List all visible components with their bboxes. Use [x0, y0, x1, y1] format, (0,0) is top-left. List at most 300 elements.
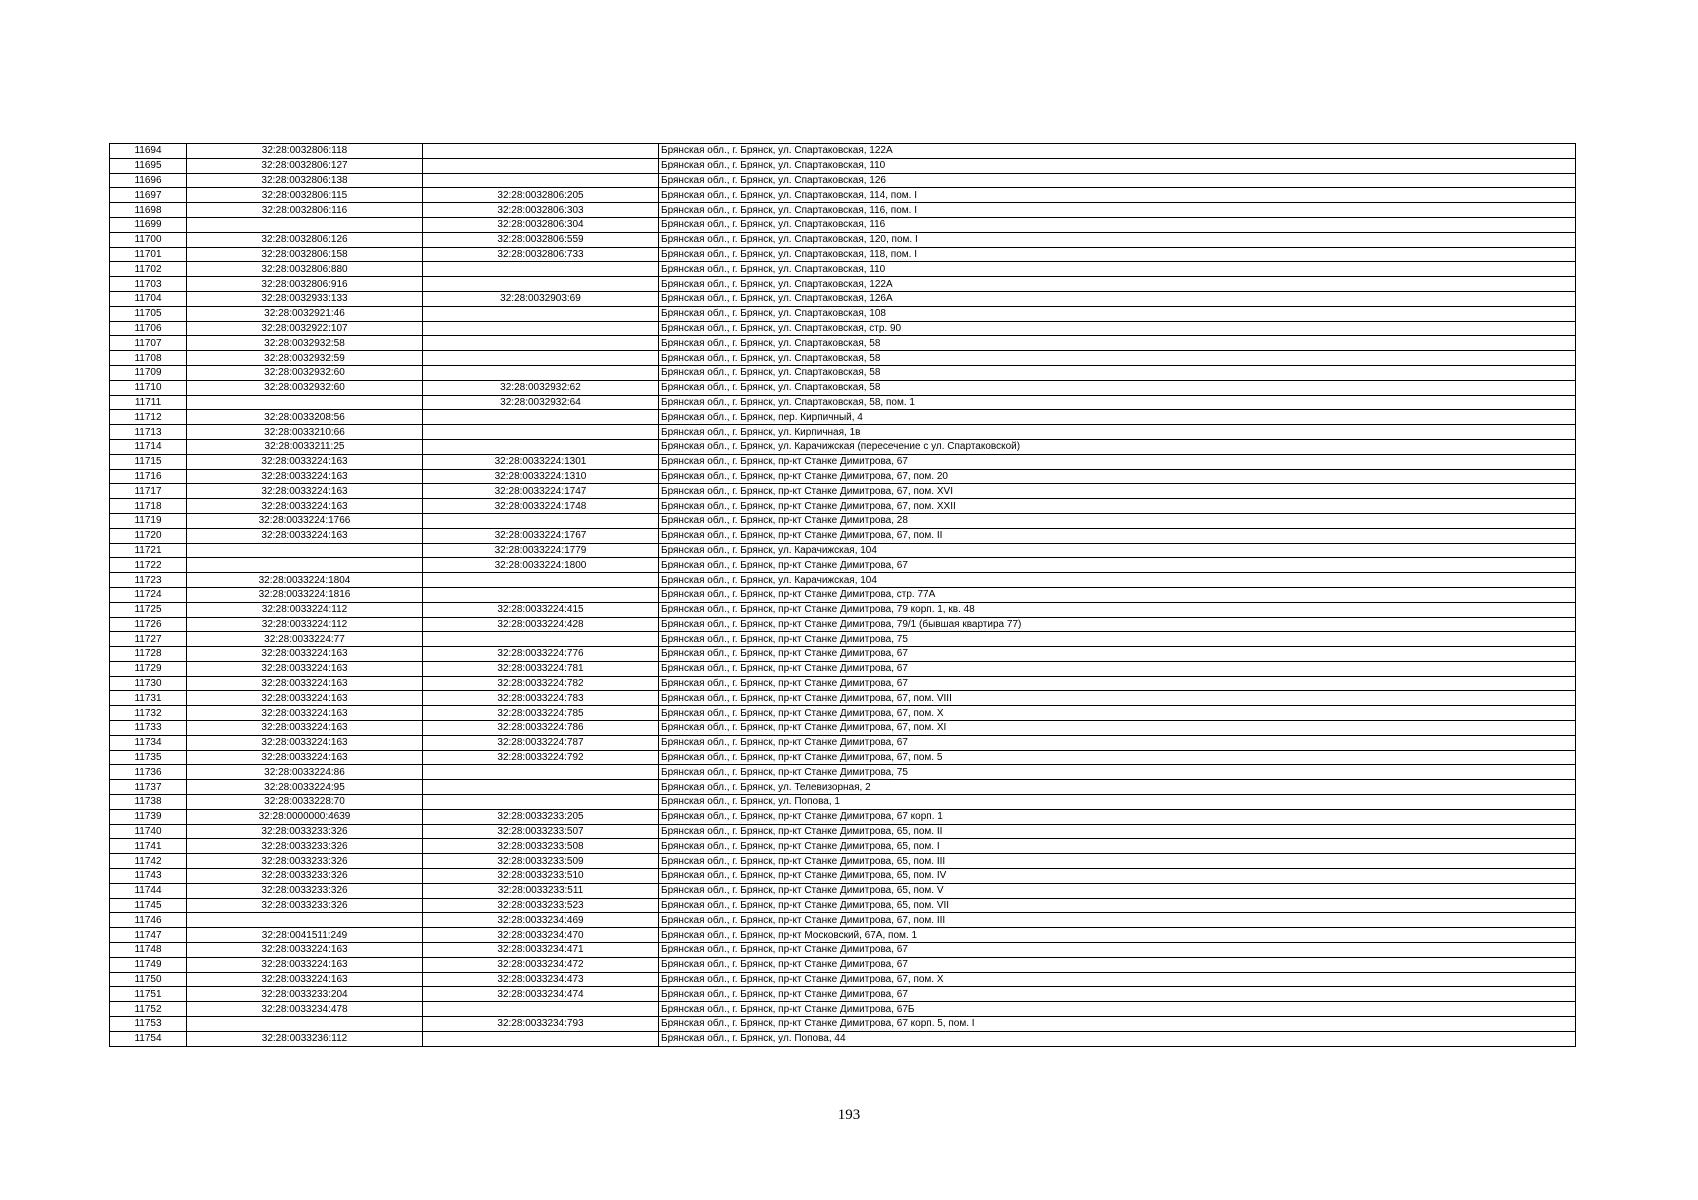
row-number-cell: 11746 — [110, 913, 187, 928]
row-number-cell: 11697 — [110, 188, 187, 203]
premises-cadastral-number-cell — [423, 365, 659, 380]
premises-cadastral-number-cell: 32:28:0032806:559 — [423, 232, 659, 247]
table-row — [110, 277, 1576, 292]
table-row — [110, 158, 1576, 173]
row-number-cell: 11750 — [110, 972, 187, 987]
premises-cadastral-number-cell: 32:28:0033224:428 — [423, 617, 659, 632]
row-number-cell: 11705 — [110, 306, 187, 321]
cadastral-number-cell: 32:28:0000000:4639 — [187, 809, 423, 824]
premises-cadastral-number-cell: 32:28:0033233:511 — [423, 883, 659, 898]
row-number-cell: 11718 — [110, 499, 187, 514]
table-row — [110, 735, 1576, 750]
premises-cadastral-number-cell: 32:28:0033224:783 — [423, 691, 659, 706]
address-cell: Брянская обл., г. Брянск, пр-кт Станке Димитрова, 79 корп. 1, кв. 48 — [659, 602, 1576, 617]
row-number-cell: 11736 — [110, 765, 187, 780]
address-cell: Брянская обл., г. Брянск, пр-кт Станке Димитрова, 67 — [659, 454, 1576, 469]
row-number-cell: 11727 — [110, 632, 187, 647]
cadastral-number-cell: 32:28:0032806:118 — [187, 144, 423, 159]
premises-cadastral-number-cell — [423, 336, 659, 351]
cadastral-number-cell: 32:28:0032806:116 — [187, 203, 423, 218]
row-number-cell: 11694 — [110, 144, 187, 159]
address-cell: Брянская обл., г. Брянск, ул. Карачижская (пересечение с ул. Спартаковской) — [659, 439, 1576, 454]
row-number-cell: 11719 — [110, 513, 187, 528]
row-number-cell: 11731 — [110, 691, 187, 706]
row-number-cell: 11706 — [110, 321, 187, 336]
premises-cadastral-number-cell — [423, 262, 659, 277]
table-row — [110, 528, 1576, 543]
row-number-cell: 11702 — [110, 262, 187, 277]
address-cell: Брянская обл., г. Брянск, ул. Спартаковская, 116, пом. I — [659, 203, 1576, 218]
address-cell: Брянская обл., г. Брянск, пр-кт Станке Димитрова, 65, пом. VII — [659, 898, 1576, 913]
address-cell: Брянская обл., г. Брянск, ул. Спартаковская, 58 — [659, 380, 1576, 395]
table-row — [110, 795, 1576, 810]
cadastral-number-cell: 32:28:0033233:326 — [187, 824, 423, 839]
premises-cadastral-number-cell: 32:28:0032806:205 — [423, 188, 659, 203]
cadastral-number-cell: 32:28:0033224:112 — [187, 617, 423, 632]
premises-cadastral-number-cell: 32:28:0033233:507 — [423, 824, 659, 839]
table-row — [110, 1017, 1576, 1032]
address-cell: Брянская обл., г. Брянск, ул. Карачижская, 104 — [659, 543, 1576, 558]
cadastral-number-cell: 32:28:0033224:163 — [187, 972, 423, 987]
row-number-cell: 11730 — [110, 676, 187, 691]
address-cell: Брянская обл., г. Брянск, ул. Спартаковская, 116 — [659, 217, 1576, 232]
address-cell: Брянская обл., г. Брянск, пр-кт Станке Димитрова, 28 — [659, 513, 1576, 528]
premises-cadastral-number-cell: 32:28:0032806:303 — [423, 203, 659, 218]
premises-cadastral-number-cell: 32:28:0033224:1301 — [423, 454, 659, 469]
table-row — [110, 676, 1576, 691]
table-row — [110, 780, 1576, 795]
cadastral-number-cell: 32:28:0033233:326 — [187, 869, 423, 884]
cadastral-number-cell: 32:28:0033236:112 — [187, 1031, 423, 1046]
row-number-cell: 11698 — [110, 203, 187, 218]
registry-table — [109, 143, 1576, 1047]
premises-cadastral-number-cell: 32:28:0033224:1800 — [423, 558, 659, 573]
address-cell: Брянская обл., г. Брянск, пр-кт Станке Димитрова, стр. 77А — [659, 587, 1576, 602]
table-row — [110, 173, 1576, 188]
table-row — [110, 513, 1576, 528]
cadastral-number-cell: 32:28:0033224:163 — [187, 528, 423, 543]
address-cell: Брянская обл., г. Брянск, пр-кт Станке Димитрова, 67 — [659, 943, 1576, 958]
address-cell: Брянская обл., г. Брянск, пр-кт Станке Димитрова, 65, пом. V — [659, 883, 1576, 898]
cadastral-number-cell: 32:28:0033233:326 — [187, 883, 423, 898]
row-number-cell: 11751 — [110, 987, 187, 1002]
row-number-cell: 11722 — [110, 558, 187, 573]
table-row — [110, 543, 1576, 558]
premises-cadastral-number-cell: 32:28:0033224:785 — [423, 706, 659, 721]
table-row — [110, 336, 1576, 351]
address-cell: Брянская обл., г. Брянск, ул. Кирпичная, 1в — [659, 425, 1576, 440]
row-number-cell: 11728 — [110, 647, 187, 662]
table-row — [110, 869, 1576, 884]
cadastral-number-cell: 32:28:0032806:115 — [187, 188, 423, 203]
cadastral-number-cell: 32:28:0032806:138 — [187, 173, 423, 188]
cadastral-number-cell: 32:28:0032932:60 — [187, 365, 423, 380]
cadastral-number-cell: 32:28:0033224:86 — [187, 765, 423, 780]
table-row — [110, 824, 1576, 839]
address-cell: Брянская обл., г. Брянск, пр-кт Станке Димитрова, 67 корп. 1 — [659, 809, 1576, 824]
address-cell: Брянская обл., г. Брянск, ул. Спартаковская, 110 — [659, 158, 1576, 173]
cadastral-number-cell: 32:28:0033224:163 — [187, 661, 423, 676]
cadastral-number-cell: 32:28:0033224:1804 — [187, 573, 423, 588]
premises-cadastral-number-cell — [423, 1002, 659, 1017]
row-number-cell: 11707 — [110, 336, 187, 351]
cadastral-number-cell: 32:28:0033224:163 — [187, 454, 423, 469]
row-number-cell: 11726 — [110, 617, 187, 632]
cadastral-number-cell: 32:28:0033234:478 — [187, 1002, 423, 1017]
premises-cadastral-number-cell — [423, 158, 659, 173]
table-row — [110, 365, 1576, 380]
cadastral-number-cell: 32:28:0033224:163 — [187, 750, 423, 765]
row-number-cell: 11723 — [110, 573, 187, 588]
row-number-cell: 11752 — [110, 1002, 187, 1017]
table-row — [110, 558, 1576, 573]
premises-cadastral-number-cell: 32:28:0033224:1310 — [423, 469, 659, 484]
address-cell: Брянская обл., г. Брянск, пр-кт Станке Димитрова, 67, пом. 5 — [659, 750, 1576, 765]
cadastral-number-cell: 32:28:0033224:163 — [187, 647, 423, 662]
cadastral-number-cell: 32:28:0041511:249 — [187, 928, 423, 943]
address-cell: Брянская обл., г. Брянск, пр-кт Станке Димитрова, 65, пом. III — [659, 854, 1576, 869]
premises-cadastral-number-cell — [423, 513, 659, 528]
table-row — [110, 247, 1576, 262]
cadastral-number-cell: 32:28:0032806:916 — [187, 277, 423, 292]
address-cell: Брянская обл., г. Брянск, пр-кт Станке Димитрова, 67, пом. X — [659, 706, 1576, 721]
premises-cadastral-number-cell: 32:28:0033234:472 — [423, 957, 659, 972]
row-number-cell: 11715 — [110, 454, 187, 469]
table-row — [110, 291, 1576, 306]
premises-cadastral-number-cell — [423, 410, 659, 425]
row-number-cell: 11742 — [110, 854, 187, 869]
address-cell: Брянская обл., г. Брянск, пр-кт Станке Димитрова, 67, пом. 20 — [659, 469, 1576, 484]
row-number-cell: 11699 — [110, 217, 187, 232]
premises-cadastral-number-cell: 32:28:0033224:1748 — [423, 499, 659, 514]
address-cell: Брянская обл., г. Брянск, пр-кт Станке Димитрова, 67 — [659, 661, 1576, 676]
address-cell: Брянская обл., г. Брянск, пр-кт Станке Димитрова, 67Б — [659, 1002, 1576, 1017]
row-number-cell: 11747 — [110, 928, 187, 943]
table-row — [110, 454, 1576, 469]
premises-cadastral-number-cell: 32:28:0033233:523 — [423, 898, 659, 913]
address-cell: Брянская обл., г. Брянск, ул. Попова, 1 — [659, 795, 1576, 810]
address-cell: Брянская обл., г. Брянск, ул. Спартаковская, 126А — [659, 291, 1576, 306]
row-number-cell: 11696 — [110, 173, 187, 188]
premises-cadastral-number-cell — [423, 277, 659, 292]
table-row — [110, 217, 1576, 232]
table-row — [110, 144, 1576, 159]
premises-cadastral-number-cell — [423, 780, 659, 795]
address-cell: Брянская обл., г. Брянск, ул. Спартаковская, стр. 90 — [659, 321, 1576, 336]
premises-cadastral-number-cell — [423, 587, 659, 602]
table-row — [110, 854, 1576, 869]
table-row — [110, 765, 1576, 780]
address-cell: Брянская обл., г. Брянск, ул. Спартаковская, 122А — [659, 277, 1576, 292]
address-cell: Брянская обл., г. Брянск, пр-кт Станке Димитрова, 65, пом. I — [659, 839, 1576, 854]
premises-cadastral-number-cell: 32:28:0033224:1767 — [423, 528, 659, 543]
premises-cadastral-number-cell: 32:28:0032932:64 — [423, 395, 659, 410]
table-row — [110, 898, 1576, 913]
cadastral-number-cell: 32:28:0033211:25 — [187, 439, 423, 454]
premises-cadastral-number-cell: 32:28:0032903:69 — [423, 291, 659, 306]
table-row — [110, 321, 1576, 336]
cadastral-number-cell: 32:28:0033224:163 — [187, 943, 423, 958]
table-row — [110, 632, 1576, 647]
address-cell: Брянская обл., г. Брянск, ул. Спартаковская, 114, пом. I — [659, 188, 1576, 203]
address-cell: Брянская обл., г. Брянск, ул. Карачижская, 104 — [659, 573, 1576, 588]
premises-cadastral-number-cell: 32:28:0033224:781 — [423, 661, 659, 676]
address-cell: Брянская обл., г. Брянск, пер. Кирпичный, 4 — [659, 410, 1576, 425]
address-cell: Брянская обл., г. Брянск, ул. Спартаковская, 110 — [659, 262, 1576, 277]
cadastral-number-cell: 32:28:0032932:58 — [187, 336, 423, 351]
row-number-cell: 11720 — [110, 528, 187, 543]
premises-cadastral-number-cell: 32:28:0033224:1747 — [423, 484, 659, 499]
table-row — [110, 943, 1576, 958]
table-row — [110, 809, 1576, 824]
cadastral-number-cell — [187, 558, 423, 573]
row-number-cell: 11740 — [110, 824, 187, 839]
table-row — [110, 395, 1576, 410]
row-number-cell: 11741 — [110, 839, 187, 854]
row-number-cell: 11743 — [110, 869, 187, 884]
premises-cadastral-number-cell: 32:28:0033234:471 — [423, 943, 659, 958]
address-cell: Брянская обл., г. Брянск, пр-кт Станке Димитрова, 67 — [659, 957, 1576, 972]
premises-cadastral-number-cell: 32:28:0033224:792 — [423, 750, 659, 765]
table-row — [110, 410, 1576, 425]
table-row — [110, 706, 1576, 721]
row-number-cell: 11744 — [110, 883, 187, 898]
cadastral-number-cell — [187, 543, 423, 558]
row-number-cell: 11721 — [110, 543, 187, 558]
cadastral-number-cell: 32:28:0033233:326 — [187, 839, 423, 854]
address-cell: Брянская обл., г. Брянск, пр-кт Станке Димитрова, 75 — [659, 632, 1576, 647]
address-cell: Брянская обл., г. Брянск, пр-кт Московский, 67А, пом. 1 — [659, 928, 1576, 943]
address-cell: Брянская обл., г. Брянск, ул. Спартаковская, 58 — [659, 351, 1576, 366]
row-number-cell: 11739 — [110, 809, 187, 824]
row-number-cell: 11725 — [110, 602, 187, 617]
row-number-cell: 11749 — [110, 957, 187, 972]
row-number-cell: 11734 — [110, 735, 187, 750]
cadastral-number-cell: 32:28:0032806:127 — [187, 158, 423, 173]
address-cell: Брянская обл., г. Брянск, пр-кт Станке Димитрова, 67, пом. XVI — [659, 484, 1576, 499]
table-row — [110, 661, 1576, 676]
cadastral-number-cell — [187, 217, 423, 232]
address-cell: Брянская обл., г. Брянск, пр-кт Станке Димитрова, 67 — [659, 735, 1576, 750]
table-row — [110, 587, 1576, 602]
premises-cadastral-number-cell: 32:28:0033233:205 — [423, 809, 659, 824]
row-number-cell: 11701 — [110, 247, 187, 262]
premises-cadastral-number-cell: 32:28:0033234:473 — [423, 972, 659, 987]
address-cell: Брянская обл., г. Брянск, ул. Спартаковская, 108 — [659, 306, 1576, 321]
table-row — [110, 306, 1576, 321]
address-cell: Брянская обл., г. Брянск, пр-кт Станке Димитрова, 75 — [659, 765, 1576, 780]
cadastral-number-cell: 32:28:0033224:1816 — [187, 587, 423, 602]
cadastral-number-cell: 32:28:0033208:56 — [187, 410, 423, 425]
address-cell: Брянская обл., г. Брянск, ул. Спартаковская, 58, пом. 1 — [659, 395, 1576, 410]
table-row — [110, 188, 1576, 203]
table-row — [110, 1031, 1576, 1046]
table-row — [110, 573, 1576, 588]
cadastral-number-cell: 32:28:0032806:880 — [187, 262, 423, 277]
row-number-cell: 11716 — [110, 469, 187, 484]
row-number-cell: 11700 — [110, 232, 187, 247]
table-row — [110, 602, 1576, 617]
table-row — [110, 351, 1576, 366]
row-number-cell: 11748 — [110, 943, 187, 958]
table-row — [110, 987, 1576, 1002]
cadastral-number-cell — [187, 1017, 423, 1032]
row-number-cell: 11729 — [110, 661, 187, 676]
cadastral-number-cell: 32:28:0032806:126 — [187, 232, 423, 247]
premises-cadastral-number-cell: 32:28:0033234:469 — [423, 913, 659, 928]
row-number-cell: 11745 — [110, 898, 187, 913]
address-cell: Брянская обл., г. Брянск, пр-кт Станке Димитрова, 67 корп. 5, пом. I — [659, 1017, 1576, 1032]
cadastral-number-cell: 32:28:0033224:163 — [187, 957, 423, 972]
address-cell: Брянская обл., г. Брянск, пр-кт Станке Димитрова, 67, пом. XXII — [659, 499, 1576, 514]
cadastral-number-cell: 32:28:0033224:77 — [187, 632, 423, 647]
table-row — [110, 232, 1576, 247]
premises-cadastral-number-cell — [423, 425, 659, 440]
cadastral-number-cell: 32:28:0033233:326 — [187, 898, 423, 913]
table-row — [110, 203, 1576, 218]
row-number-cell: 11732 — [110, 706, 187, 721]
table-row — [110, 928, 1576, 943]
premises-cadastral-number-cell: 32:28:0033224:782 — [423, 676, 659, 691]
address-cell: Брянская обл., г. Брянск, ул. Спартаковская, 122А — [659, 144, 1576, 159]
table-row — [110, 957, 1576, 972]
premises-cadastral-number-cell: 32:28:0033224:1779 — [423, 543, 659, 558]
premises-cadastral-number-cell — [423, 573, 659, 588]
premises-cadastral-number-cell — [423, 1031, 659, 1046]
address-cell: Брянская обл., г. Брянск, ул. Спартаковская, 58 — [659, 336, 1576, 351]
premises-cadastral-number-cell: 32:28:0033234:474 — [423, 987, 659, 1002]
row-number-cell: 11712 — [110, 410, 187, 425]
table-row — [110, 425, 1576, 440]
cadastral-number-cell: 32:28:0033224:163 — [187, 721, 423, 736]
cadastral-number-cell: 32:28:0032932:60 — [187, 380, 423, 395]
cadastral-number-cell: 32:28:0033224:163 — [187, 691, 423, 706]
row-number-cell: 11754 — [110, 1031, 187, 1046]
table-row — [110, 883, 1576, 898]
cadastral-number-cell: 32:28:0033224:163 — [187, 735, 423, 750]
address-cell: Брянская обл., г. Брянск, пр-кт Станке Димитрова, 67, пом. VIII — [659, 691, 1576, 706]
table-row — [110, 499, 1576, 514]
row-number-cell: 11753 — [110, 1017, 187, 1032]
address-cell: Брянская обл., г. Брянск, ул. Телевизорная, 2 — [659, 780, 1576, 795]
table-row — [110, 617, 1576, 632]
address-cell: Брянская обл., г. Брянск, ул. Спартаковская, 118, пом. I — [659, 247, 1576, 262]
table-row — [110, 721, 1576, 736]
table-row — [110, 839, 1576, 854]
address-cell: Брянская обл., г. Брянск, ул. Спартаковская, 58 — [659, 365, 1576, 380]
premises-cadastral-number-cell — [423, 765, 659, 780]
address-cell: Брянская обл., г. Брянск, пр-кт Станке Димитрова, 67 — [659, 647, 1576, 662]
premises-cadastral-number-cell: 32:28:0033234:793 — [423, 1017, 659, 1032]
premises-cadastral-number-cell: 32:28:0032932:62 — [423, 380, 659, 395]
cadastral-number-cell: 32:28:0033224:163 — [187, 499, 423, 514]
row-number-cell: 11735 — [110, 750, 187, 765]
row-number-cell: 11695 — [110, 158, 187, 173]
premises-cadastral-number-cell: 32:28:0033234:470 — [423, 928, 659, 943]
address-cell: Брянская обл., г. Брянск, пр-кт Станке Димитрова, 67 — [659, 987, 1576, 1002]
address-cell: Брянская обл., г. Брянск, ул. Попова, 44 — [659, 1031, 1576, 1046]
table-row — [110, 972, 1576, 987]
address-cell: Брянская обл., г. Брянск, пр-кт Станке Димитрова, 67, пом. X — [659, 972, 1576, 987]
row-number-cell: 11711 — [110, 395, 187, 410]
premises-cadastral-number-cell — [423, 795, 659, 810]
table-row — [110, 691, 1576, 706]
address-cell: Брянская обл., г. Брянск, пр-кт Станке Димитрова, 65, пом. IV — [659, 869, 1576, 884]
page-number: 193 — [837, 1107, 861, 1123]
address-cell: Брянская обл., г. Брянск, пр-кт Станке Димитрова, 67, пом. II — [659, 528, 1576, 543]
address-cell: Брянская обл., г. Брянск, пр-кт Станке Димитрова, 67 — [659, 558, 1576, 573]
premises-cadastral-number-cell — [423, 144, 659, 159]
table-row — [110, 380, 1576, 395]
premises-cadastral-number-cell — [423, 439, 659, 454]
table-row — [110, 1002, 1576, 1017]
cadastral-number-cell: 32:28:0032921:46 — [187, 306, 423, 321]
premises-cadastral-number-cell — [423, 321, 659, 336]
row-number-cell: 11738 — [110, 795, 187, 810]
cadastral-number-cell: 32:28:0033224:112 — [187, 602, 423, 617]
cadastral-number-cell: 32:28:0033224:163 — [187, 484, 423, 499]
table-row — [110, 750, 1576, 765]
premises-cadastral-number-cell: 32:28:0033233:510 — [423, 869, 659, 884]
cadastral-number-cell: 32:28:0033228:70 — [187, 795, 423, 810]
cadastral-number-cell: 32:28:0033224:95 — [187, 780, 423, 795]
cadastral-number-cell: 32:28:0033224:163 — [187, 676, 423, 691]
table-row — [110, 913, 1576, 928]
address-cell: Брянская обл., г. Брянск, ул. Спартаковская, 126 — [659, 173, 1576, 188]
address-cell: Брянская обл., г. Брянск, пр-кт Станке Димитрова, 65, пом. II — [659, 824, 1576, 839]
cadastral-number-cell: 32:28:0032932:59 — [187, 351, 423, 366]
cadastral-number-cell: 32:28:0032933:133 — [187, 291, 423, 306]
premises-cadastral-number-cell — [423, 173, 659, 188]
premises-cadastral-number-cell: 32:28:0033233:508 — [423, 839, 659, 854]
row-number-cell: 11733 — [110, 721, 187, 736]
row-number-cell: 11709 — [110, 365, 187, 380]
cadastral-number-cell: 32:28:0032806:158 — [187, 247, 423, 262]
row-number-cell: 11704 — [110, 291, 187, 306]
premises-cadastral-number-cell: 32:28:0032806:304 — [423, 217, 659, 232]
row-number-cell: 11703 — [110, 277, 187, 292]
premises-cadastral-number-cell: 32:28:0033224:786 — [423, 721, 659, 736]
table-row — [110, 439, 1576, 454]
row-number-cell: 11708 — [110, 351, 187, 366]
cadastral-number-cell: 32:28:0033210:66 — [187, 425, 423, 440]
address-cell: Брянская обл., г. Брянск, ул. Спартаковская, 120, пом. I — [659, 232, 1576, 247]
row-number-cell: 11717 — [110, 484, 187, 499]
cadastral-number-cell: 32:28:0033233:326 — [187, 854, 423, 869]
cadastral-number-cell — [187, 395, 423, 410]
cadastral-number-cell — [187, 913, 423, 928]
premises-cadastral-number-cell: 32:28:0033224:787 — [423, 735, 659, 750]
premises-cadastral-number-cell — [423, 351, 659, 366]
cadastral-number-cell: 32:28:0033224:1766 — [187, 513, 423, 528]
table-row — [110, 469, 1576, 484]
premises-cadastral-number-cell — [423, 306, 659, 321]
address-cell: Брянская обл., г. Брянск, пр-кт Станке Димитрова, 67, пом. III — [659, 913, 1576, 928]
row-number-cell: 11724 — [110, 587, 187, 602]
premises-cadastral-number-cell: 32:28:0033233:509 — [423, 854, 659, 869]
row-number-cell: 11737 — [110, 780, 187, 795]
premises-cadastral-number-cell: 32:28:0032806:733 — [423, 247, 659, 262]
premises-cadastral-number-cell: 32:28:0033224:776 — [423, 647, 659, 662]
registry-table-body — [110, 144, 1576, 1047]
address-cell: Брянская обл., г. Брянск, пр-кт Станке Димитрова, 67 — [659, 676, 1576, 691]
table-row — [110, 262, 1576, 277]
table-row — [110, 647, 1576, 662]
cadastral-number-cell: 32:28:0033224:163 — [187, 706, 423, 721]
address-cell: Брянская обл., г. Брянск, пр-кт Станке Димитрова, 79/1 (бывшая квартира 77) — [659, 617, 1576, 632]
row-number-cell: 11710 — [110, 380, 187, 395]
premises-cadastral-number-cell — [423, 632, 659, 647]
